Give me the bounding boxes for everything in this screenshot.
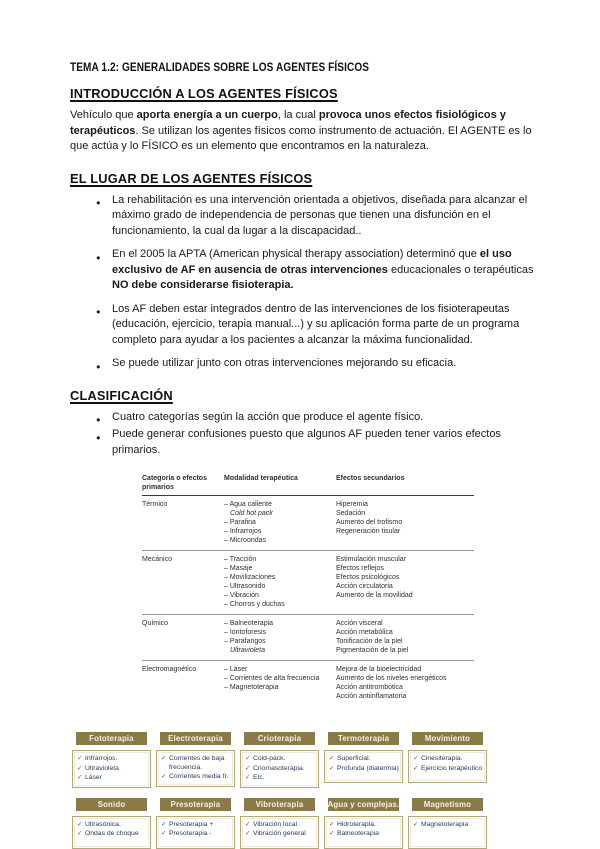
table-header-efectos: Efectos secundarios [336,475,405,482]
card-items [324,750,403,783]
text-run: . Se utilizan los agentes físicos como instrumento de actuación. El AGENTE es lo que actúa y lo FÍSICO es un elemento que encontramos en la naturaleza. [70,124,532,152]
card-item [245,774,315,783]
card-item [161,755,231,772]
bullet-item [96,193,542,240]
effect-line: Sedación [336,510,366,517]
card-items [240,816,319,849]
card-item [245,821,315,830]
effect-line: Aumento del trofismo [336,519,403,526]
modality-line: – Láser [224,666,248,673]
card-title: Agua y complejas. [327,799,400,809]
check-icon: ✓ [161,755,167,762]
card-title: Electroterapia [160,732,232,745]
table-cell-category: Térmico [142,501,168,508]
card-item [161,773,231,782]
text-run: Cuatro categorías según la acción que produce el agente físico. [112,410,424,423]
check-icon: ✓ [245,764,251,772]
section-lugar [70,171,542,372]
modality-line: – Parafina [224,519,256,526]
card-items [72,816,151,849]
card-title: Presoterapia [160,798,232,811]
text-run: En el 2005 la APTA (American physical therapy association) determinó que [112,248,480,260]
check-icon: ✓ [77,764,83,772]
card-items [408,750,487,783]
check-icon: ✓ [77,755,83,762]
modality-line: – Parafangos [224,638,266,645]
card-presoterapia [156,798,235,849]
card-magnetismo [408,798,487,849]
check-icon: ✓ [329,830,335,838]
card-item-label: Superficial. [336,755,371,762]
card-movimiento [408,732,487,788]
intro-paragraph [70,108,542,155]
card-item [245,765,315,774]
card-item [329,755,399,764]
agents-classification-table [142,474,474,706]
card-title: Crioterapia [244,732,316,745]
card-item [161,821,231,830]
effect-line: Tonificación de la piel [336,638,403,645]
modality-line: Cold hot pack [230,510,273,517]
text-run-bold: NO debe considerarse fisioterapia. [112,279,294,291]
check-icon: ✓ [245,830,251,838]
table-cell-modalities [224,555,336,609]
table-row-electromagnetico [142,661,474,706]
check-icon: ✓ [413,755,419,762]
table-cell-category: Mecánico [142,556,172,563]
bullet-item [96,247,542,294]
effect-line: Efectos psicológicos [336,574,400,581]
table-row-quimico [142,615,474,661]
effect-line: Acción visceral [336,620,383,627]
therapy-cards-row-2 [72,798,542,849]
card-item [413,755,483,764]
check-icon: ✓ [161,773,167,781]
card-crioterapia [240,732,319,788]
card-fototerapia [72,732,151,788]
card-item [77,830,147,839]
card-items [324,816,403,849]
table-cell-category: Electromagnético [142,666,197,673]
card-title: Vibroterapia [244,798,316,811]
bullet-item [96,410,542,426]
modality-line: – Chorros y duchas [224,601,285,608]
card-items [408,816,487,849]
card-item-label: Infrarrojos. [84,755,118,762]
effect-line: Acción antiinflamatoria [336,693,407,700]
clasificacion-bullet-list [70,410,542,459]
effect-line: Acción antitrombótica [336,684,403,691]
table-cell-effects [336,500,474,545]
card-item-label: Vibración general [252,830,306,838]
modality-line: – Vibración [224,592,259,599]
effect-line: Pigmentación de la piel [336,647,409,654]
modality-line: – Tracción [224,556,257,563]
section-heading-clasificacion: CLASIFICACIÓN [70,387,173,403]
modality-line: – Infrarrojos [224,528,262,535]
modality-line: – Iontoforesis [224,629,267,636]
effect-line: Efectos reflejos [336,565,384,572]
table-cell-category: Químico [142,620,169,627]
card-item [77,821,147,830]
table-cell-modalities [224,665,336,701]
modality-line: – Balneoterapia [224,620,274,627]
check-icon: ✓ [329,755,335,762]
card-item-label: Criomasoterapia. [252,764,305,772]
document-title: TEMA 1.2: GENERALIDADES SOBRE LOS AGENTES FÍSICOS [70,60,370,74]
lugar-bullet-list [70,193,542,372]
text-run: educacionales o terapéuticas [387,263,534,276]
text-run: La rehabilitación es una intervención orientada a objetivos, diseñada para alcanzar el máximo grado de independencia de personas que tienen una disfunción en el funcionamiento, la cual da lugar a la discapacidad.. [112,193,528,237]
modality-line: – Agua caliente [224,501,272,508]
table-row-termico [142,496,474,551]
card-item-label: Ejercicio terapéutico [420,764,483,772]
card-item-label: Vibración local. [252,820,299,828]
modality-line: Ultravioleta [230,647,266,654]
card-title: Termoterapia [328,732,400,745]
effect-line: Acción circulatoria [336,583,393,590]
modality-line: – Microondas [224,537,267,544]
effect-line: Aumento de los niveles energéticos [336,675,447,682]
card-item [77,765,147,774]
card-items [156,816,235,849]
modality-line: – Magnetoterapia [224,684,279,691]
effect-line: Estimulación muscular [336,556,407,563]
card-item [329,765,399,774]
text-run: Los AF deben estar integrados dentro de las intervenciones de los fisioterapeutas (educación, ejercicio, terapia manual...) y su aplicación forma parte de un programa completo para ayudar a los pacientes a alcanzar la máxima funcionalidad. [112,302,520,346]
check-icon: ✓ [245,755,251,762]
effect-line: Regeneración tisular [336,528,401,535]
card-item-label: Corrientes de baja frecuencia. [168,755,225,771]
table-header-row [142,474,474,496]
effect-line: Mejora de la bioelectricidad [336,666,422,673]
card-item-label: Láser [84,774,102,782]
text-run: Vehículo que [70,109,137,121]
card-items [240,750,319,788]
card-item-label: Ondas de choque [84,830,139,838]
card-item [329,821,399,830]
therapy-cards-row-1 [72,732,542,788]
card-item-label: Hidroterapia. [336,820,376,828]
text-run: , la cual [277,109,319,121]
bullet-item [96,302,542,349]
card-items [72,750,151,788]
card-item-label: Ultrasónica. [84,820,121,828]
check-icon: ✓ [413,764,419,772]
text-run-bold: provoca unos efectos fisiológicos y terapéuticos [70,109,506,137]
bullet-item [96,427,542,458]
effect-line: Aumento de la movilidad [336,592,413,599]
section-clasificacion [70,388,542,459]
card-sonido [72,798,151,849]
effect-line: Acción metabólica [336,629,393,636]
card-item [413,765,483,774]
card-item [245,755,315,764]
card-item-label: Magnetoterapia [420,820,469,828]
table-cell-effects [336,619,474,655]
check-icon: ✓ [161,820,167,828]
text-run: Puede generar confusiones puesto que algunos AF pueden tener varios efectos primarios. [112,428,501,456]
table-row-mecanico [142,551,474,615]
check-icon: ✓ [77,820,83,828]
card-item-label: Ultravioleta [84,764,119,772]
check-icon: ✓ [329,820,335,828]
check-icon: ✓ [329,764,335,772]
card-title: Magnetismo [412,798,484,811]
card-item [161,830,231,839]
check-icon: ✓ [77,774,83,782]
section-heading-introduccion: INTRODUCCIÓN A LOS AGENTES FÍSICOS [70,86,338,101]
check-icon: ✓ [245,774,251,782]
table-header-categoria: Categoría o efectos primarios [142,475,207,491]
table-cell-effects [336,555,474,609]
card-item [413,821,483,830]
table-cell-modalities [224,619,336,655]
check-icon: ✓ [413,820,419,828]
card-item-label: Presoterapia + [168,820,214,828]
check-icon: ✓ [245,820,251,828]
card-item [245,830,315,839]
section-heading-lugar: EL LUGAR DE LOS AGENTES FÍSICOS [70,170,313,186]
card-items [156,750,235,787]
text-run-bold: aporta energía a un cuerpo [136,109,278,121]
card-item-label: Cold-pack. [252,755,286,762]
card-item-label: Cinesiterapia. [420,755,463,762]
card-agua-y-complejas [324,798,403,849]
card-vibroterapia [240,798,319,849]
modality-line: – Corrientes de alta frecuencia [224,675,320,682]
text-run-bold: el uso exclusivo de AF en ausencia de otras intervenciones [112,248,512,276]
modality-line: – Movilizaciones [224,574,276,581]
table-cell-modalities [224,500,336,545]
modality-line: – Ultrasonido [224,583,266,590]
card-electroterapia [156,732,235,788]
text-run: Se puede utilizar junto con otras intervenciones mejorando su eficacia. [112,357,457,369]
card-item-label: Presoterapia - [168,830,212,838]
card-title: Sonido [76,798,148,811]
card-item-label: Corrientes media fr. [168,773,229,781]
card-item [77,774,147,783]
table-cell-effects [336,665,474,701]
check-icon: ✓ [77,830,83,838]
effect-line: Hiperemia [336,501,368,508]
table-header-modalidad: Modalidad terapéutica [224,475,298,482]
card-item-label: Etc. [252,774,265,782]
card-item [77,755,147,764]
card-item-label: Balneoterapia [336,830,379,838]
card-item [329,830,399,839]
card-item-label: Profunda (diatermia) [336,764,399,772]
card-title: Fototerapia [76,732,148,745]
card-termoterapia [324,732,403,788]
card-title: Movimiento [412,732,484,745]
check-icon: ✓ [161,830,167,838]
modality-line: – Masaje [224,565,253,572]
section-introduccion [70,86,542,155]
bullet-item [96,356,542,372]
